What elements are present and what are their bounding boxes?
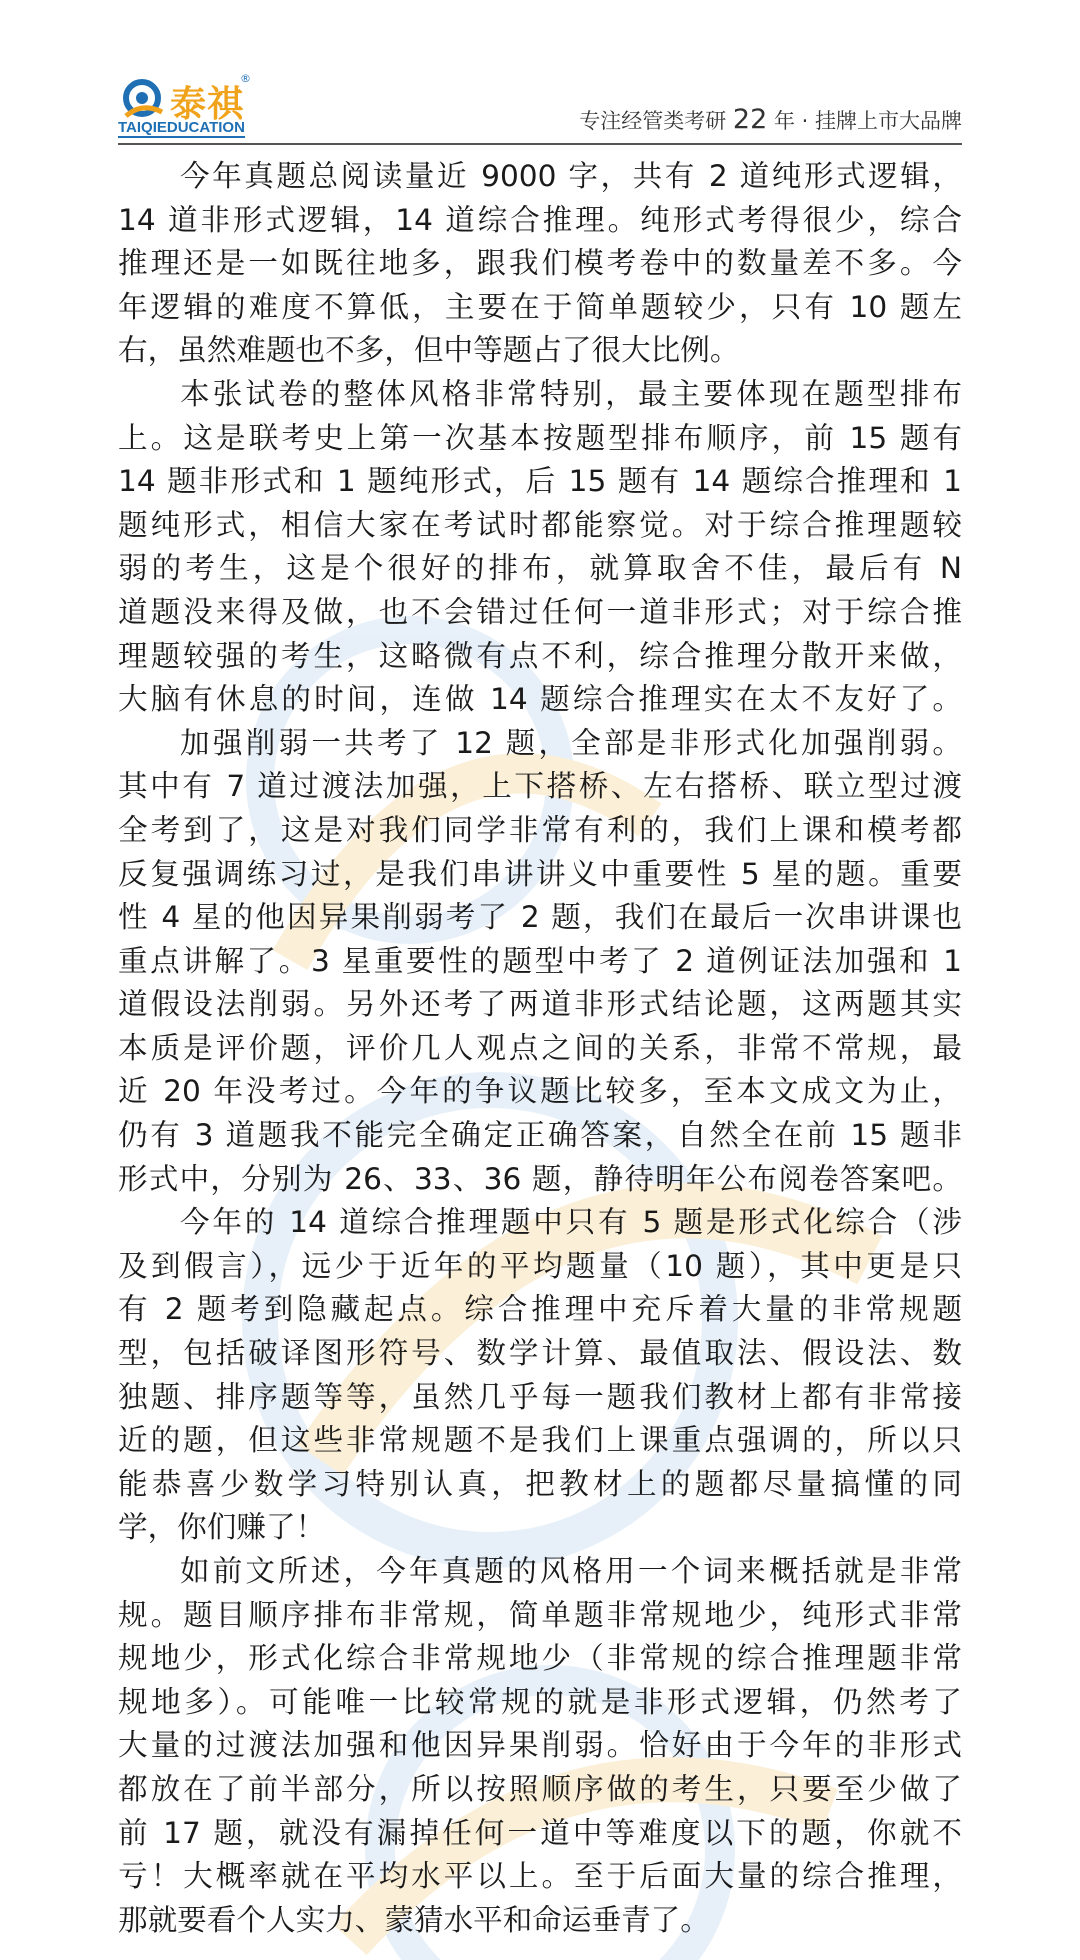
logo-english-text: TAIQIEDUCATION [118, 119, 245, 136]
slogan-years: 22 [732, 104, 768, 135]
text-line: 前 17 题，就没有漏掉任何一道中等难度以下的题，你就不 [118, 1815, 962, 1850]
text-line: 能恭喜少数学习特别认真，把教材上的题都尽量搞懂的同 [118, 1466, 962, 1501]
text-line: 右，虽然难题也不多，但中等题占了很大比例。 [118, 333, 740, 368]
text-line: 14 道非形式逻辑，14 道综合推理。纯形式考得很少，综合 [118, 202, 962, 237]
text-line: 加强削弱一共考了 12 题，全部是非形式化加强削弱。 [180, 725, 962, 760]
text-line: 那就要看个人实力、蒙猜水平和命运垂青了。 [118, 1902, 710, 1937]
text-line: 今年的 14 道综合推理题中只有 5 题是形式化综合（涉 [180, 1205, 962, 1240]
text-line: 近 20 年没考过。今年的争议题比较多，至本文成文为止， [118, 1074, 962, 1109]
logo-chinese-text: 泰祺 [170, 83, 245, 125]
text-line: 有 2 题考到隐藏起点。综合推理中充斥着大量的非常规题 [118, 1292, 962, 1327]
logo-q-icon [120, 76, 166, 122]
text-line: 仍有 3 道题我不能完全确定正确答案，自然全在前 15 题非 [118, 1118, 962, 1153]
text-line: 其中有 7 道过渡法加强，上下搭桥、左右搭桥、联立型过渡 [118, 769, 962, 804]
text-line: 年逻辑的难度不算低，主要在于简单题较少，只有 10 题左 [118, 289, 962, 324]
slogan-suffix: 年 · 挂牌上市大品牌 [773, 109, 962, 133]
text-line: 亏！大概率就在平均水平以上。至于后面大量的综合推理， [118, 1859, 962, 1894]
text-line: 本张试卷的整体风格非常特别，最主要体现在题型排布 [180, 376, 962, 411]
text-line: 型，包括破译图形符号、数学计算、最值取法、假设法、数 [118, 1336, 962, 1371]
text-line: 如前文所述，今年真题的风格用一个词来概括就是非常 [180, 1554, 962, 1588]
text-line: 规。题目顺序排布非常规，简单题非常规地少，纯形式非常 [118, 1597, 962, 1632]
article-body [118, 155, 962, 1942]
registered-mark: ® [240, 72, 251, 85]
text-line: 全考到了，这是对我们同学非常有利的，我们上课和模考都 [118, 812, 962, 847]
header-slogan [579, 104, 962, 135]
text-line: 今年真题总阅读量近 9000 字，共有 2 道纯形式逻辑， [180, 159, 962, 193]
text-line: 性 4 星的他因异果削弱考了 2 题，我们在最后一次串讲课也 [118, 900, 962, 935]
text-line: 道假设法削弱。另外还考了两道非形式结论题，这两题其实 [118, 987, 962, 1022]
text-line: 重点讲解了。3 星重要性的题型中考了 2 道例证法加强和 1 [118, 943, 962, 978]
text-line: 14 题非形式和 1 题纯形式，后 15 题有 14 题综合推理和 1 [118, 464, 962, 499]
slogan-prefix: 专注经管类考研 [579, 109, 727, 133]
text-line: 理题较强的考生，这略微有点不利，综合推理分散开来做， [118, 638, 962, 673]
text-line: 反复强调练习过，是我们串讲讲义中重要性 5 星的题。重要 [118, 856, 962, 891]
text-line: 及到假言），远少于近年的平均题量（10 题），其中更是只 [118, 1248, 962, 1283]
text-line: 推理还是一如既往地多，跟我们模考卷中的数量差不多。今 [118, 246, 962, 281]
text-line: 道题没来得及做，也不会错过任何一道非形式；对于综合推 [118, 594, 962, 629]
page-header [118, 72, 962, 140]
text-line: 规地多）。可能唯一比较常规的就是非形式逻辑，仍然考了 [118, 1684, 962, 1719]
text-line: 上。这是联考史上第一次基本按题型排布顺序，前 15 题有 [118, 420, 962, 455]
header-divider [118, 143, 962, 145]
text-line: 本质是评价题，评价几人观点之间的关系，非常不常规，最 [118, 1030, 962, 1065]
text-line: 独题、排序题等等，虽然几乎每一题我们教材上都有非常接 [118, 1379, 962, 1414]
text-line: 题纯形式，相信大家在考试时都能察觉。对于综合推理题较 [118, 507, 962, 542]
text-line: 规地少，形式化综合非常规地少（非常规的综合推理题非常 [118, 1641, 962, 1676]
text-line: 大量的过渡法加强和他因异果削弱。恰好由于今年的非形式 [118, 1728, 962, 1763]
text-line: 都放在了前半部分，所以按照顺序做的考生，只要至少做了 [118, 1771, 962, 1806]
text-line: 形式中，分别为 26、33、36 题，静待明年公布阅卷答案吧。 [118, 1161, 962, 1196]
text-line: 弱的考生，这是个很好的排布，就算取舍不佳，最后有 N [118, 551, 962, 586]
brand-logo [118, 72, 278, 138]
text-line: 大脑有休息的时间，连做 14 题综合推理实在太不友好了。 [118, 682, 962, 717]
text-line: 近的题，但这些非常规题不是我们上课重点强调的，所以只 [118, 1423, 962, 1458]
text-line: 学，你们赚了！ [118, 1510, 326, 1545]
